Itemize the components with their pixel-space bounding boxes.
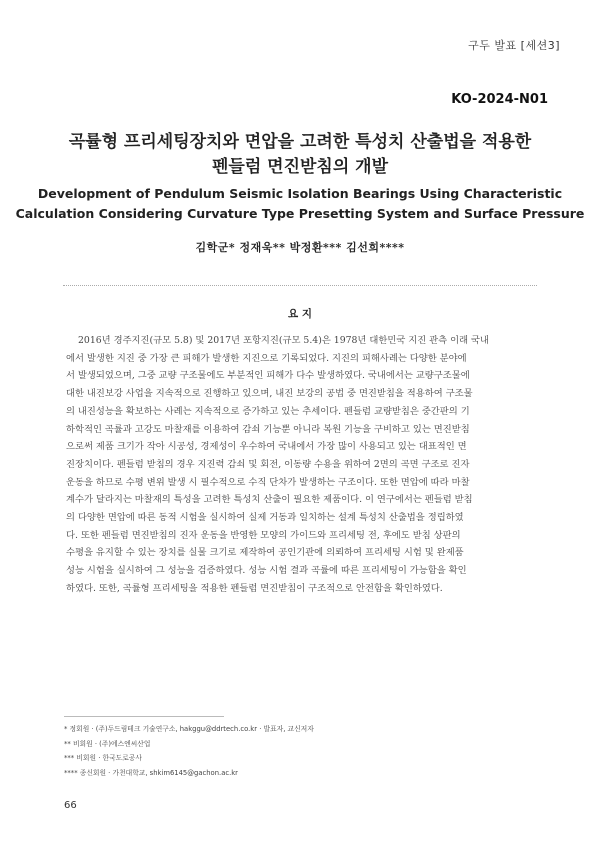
- abstract-line: 의 다양한 면압에 따른 동적 시험을 실시하여 실제 거동과 일치하는 설계 특성치 산출법을 정립하였: [66, 512, 464, 524]
- abstract-line: 으로써 제품 크기가 작아 시공성, 경제성이 우수하여 국내에서 가장 많이 사용되고 있는 대표적인 면: [66, 441, 467, 453]
- abstract-body: [66, 332, 536, 598]
- abstract-line: 운동을 하므로 수평 변위 발생 시 필수적으로 수직 단차가 발생하는 구조이다. 또한 면압에 따라 마찰: [66, 476, 470, 488]
- footnotes: [64, 722, 534, 780]
- abstract-line: 서 발생되었으며, 그중 교량 구조물에도 부분적인 피해가 다수 발생하였다. 국내에서는 교량구조물에: [66, 370, 470, 382]
- english-title-line-2: Calculation Considering Curvature Type Presetting System and Surface Pressure: [15, 206, 585, 221]
- abstract-line: 하학적인 곡률과 고강도 마찰재를 이용하여 감쇠 기능뿐 아니라 복원 기능을 구비하고 있는 면진받침: [66, 423, 470, 435]
- abstract-line: 하였다. 또한, 곡률형 프리세팅을 적용한 펜들럼 면진받침이 구조적으로 안전함을 확인하였다.: [66, 582, 443, 594]
- abstract-line: 다. 또한 펜들럼 면진받침의 진자 운동을 반영한 모양의 가이드와 프리세팅 전, 후에도 받침 상판의: [66, 529, 461, 541]
- abstract-line: 대한 내진보강 사업을 지속적으로 진행하고 있으며, 내진 보강의 공법 중 면진받침을 적용하여 구조물: [66, 388, 473, 400]
- footnote-divider: [64, 716, 224, 717]
- korean-title: [0, 130, 600, 180]
- abstract-heading: 요 지: [288, 308, 312, 320]
- abstract-line: 2016년 경주지진(규모 5.8) 및 2017년 포항지진(규모 5.4)은 1978년 대한민국 지진 관측 이래 국내: [78, 335, 489, 346]
- abstract-line: 성능 시험을 실시하여 그 성능을 검증하였다. 성능 시험 결과 곡률에 따른 프리세팅이 가능함을 확인: [66, 565, 467, 577]
- footnote-item: ** 비회원 · (주)에스엔씨산업: [64, 739, 151, 748]
- english-title: [0, 184, 600, 224]
- session-tag: 구두 발표 [세션3]: [468, 39, 560, 52]
- section-divider: [63, 285, 537, 286]
- english-title-line-1: Development of Pendulum Seismic Isolation Bearings Using Characteristic: [37, 186, 563, 201]
- korean-title-line-1: 곡률형 프리세팅장치와 면압을 고려한 특성치 산출법을 적용한: [68, 132, 532, 152]
- abstract-line: 수평을 유지할 수 있는 장치를 실물 크기로 제작하여 공인기관에 의뢰하여 프리세팅 시험 및 완제품: [66, 547, 464, 559]
- footnote-item: **** 종신회원 · 가천대학교, shkim6145@gachon.ac.kr: [64, 768, 238, 777]
- paper-code: KO-2024-N01: [451, 92, 548, 107]
- abstract-line: 진장치이다. 펜들럼 받침의 경우 지진력 감쇠 및 회전, 이동량 수용을 위하여 2면의 곡면 구조로 진자: [66, 458, 470, 470]
- footnote-item: * 정회원 · (주)두드림테크 기술연구소, hakggu@ddrtech.co.kr · 발표자, 교신저자: [64, 725, 314, 733]
- abstract-line: 에서 발생한 지진 중 가장 큰 피해가 발생한 지진으로 기록되었다. 지진의 피해사례는 다양한 분야에: [66, 352, 467, 364]
- korean-title-line-2: 펜들럼 면진받침의 개발: [211, 157, 389, 177]
- footnote-item: *** 비회원 · 한국도로공사: [64, 754, 142, 762]
- abstract-line: 계수가 달라지는 마찰재의 특성을 고려한 특성치 산출이 필요한 제품이다. 이 연구에서는 펜들럼 받침: [66, 494, 473, 506]
- abstract-line: 의 내진성능을 확보하는 사례는 지속적으로 증가하고 있는 추세이다. 펜들럼 교량받침은 중간판의 기: [66, 405, 470, 417]
- author-list: 김학군* 정재욱** 박정환*** 김선희****: [195, 241, 405, 254]
- page-number: 66: [64, 800, 77, 811]
